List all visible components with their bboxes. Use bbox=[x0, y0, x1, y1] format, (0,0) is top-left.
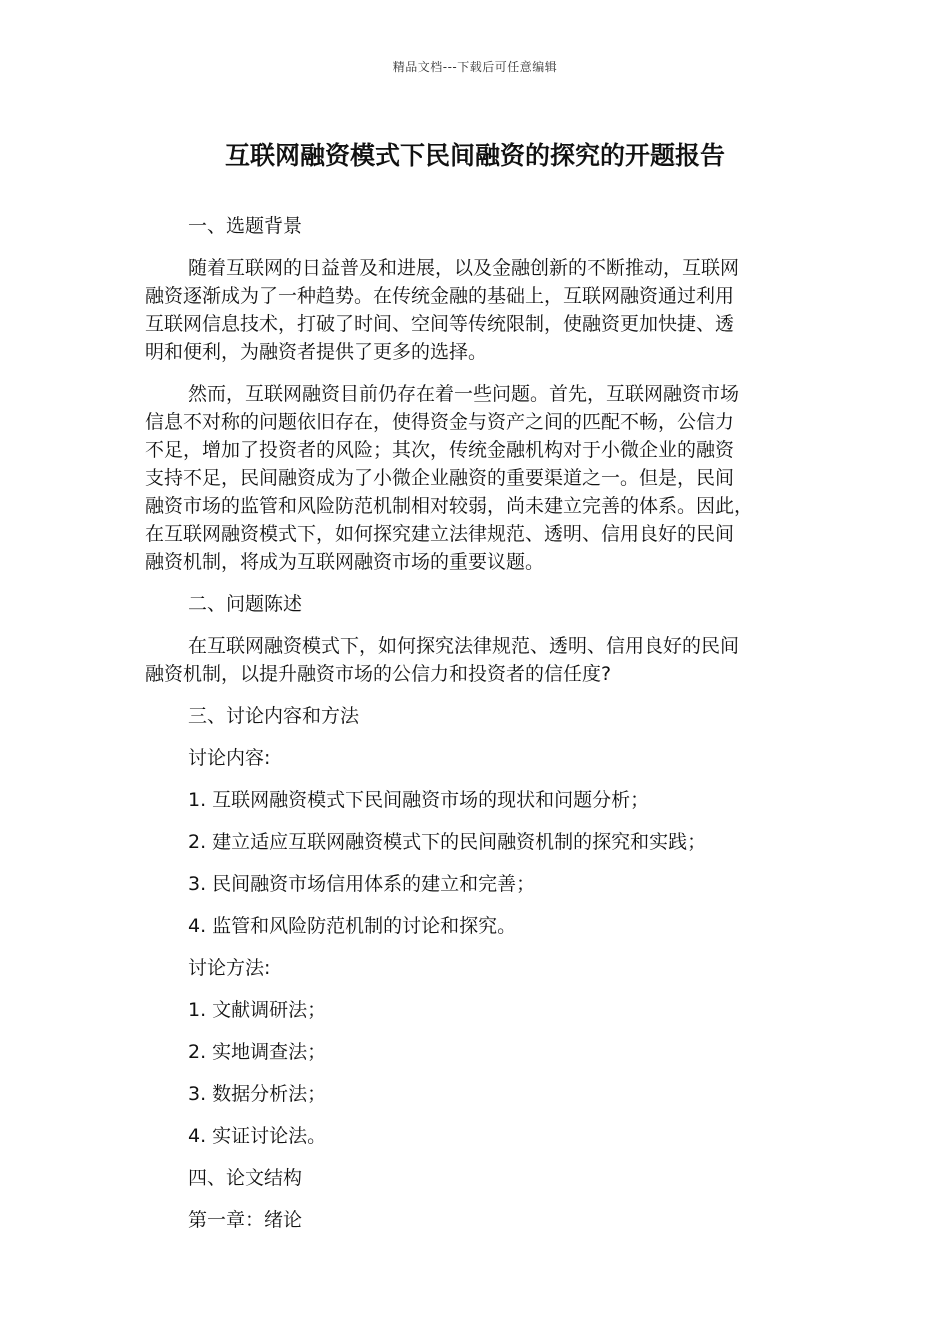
background-paragraph-1 bbox=[145, 254, 797, 366]
list-item: 1. 互联网融资模式下民间融资市场的现状和问题分析； bbox=[188, 789, 650, 811]
paragraph-line: 融资机制，将成为互联网融资市场的重要议题。 bbox=[145, 551, 545, 573]
paragraph-line: 随着互联网的日益普及和进展，以及金融创新的不断推动，互联网 bbox=[188, 257, 740, 279]
list-item: 4. 监管和风险防范机制的讨论和探究。 bbox=[188, 915, 517, 937]
header-note: 精品文档---下载后可任意编辑 bbox=[392, 60, 558, 74]
section-heading-structure: 四、论文结构 bbox=[188, 1167, 303, 1189]
paragraph-line: 然而，互联网融资目前仍存在着一些问题。首先，互联网融资市场 bbox=[188, 383, 740, 405]
list-item: 3. 数据分析法； bbox=[188, 1083, 327, 1105]
list-item: 3. 民间融资市场信用体系的建立和完善； bbox=[188, 873, 536, 895]
list-item: 2. 实地调查法； bbox=[188, 1041, 327, 1063]
paragraph-line: 在互联网融资模式下，如何探究建立法律规范、透明、信用良好的民间 bbox=[145, 523, 735, 545]
paragraph-line: 明和便利，为融资者提供了更多的选择。 bbox=[145, 341, 488, 363]
list-item: 4. 实证讨论法。 bbox=[188, 1125, 327, 1147]
document-title: 互联网融资模式下民间融资的探究的开题报告 bbox=[224, 141, 725, 170]
paragraph-line: 融资市场的监管和风险防范机制相对较弱，尚未建立完善的体系。因此， bbox=[145, 495, 754, 517]
paragraph-line: 信息不对称的问题依旧存在，使得资金与资产之间的匹配不畅，公信力 bbox=[145, 411, 735, 433]
paragraph-line: 在互联网融资模式下，如何探究法律规范、透明、信用良好的民间 bbox=[188, 635, 740, 657]
paragraph-line: 不足，增加了投资者的风险；其次，传统金融机构对于小微企业的融资 bbox=[145, 439, 735, 461]
document-body bbox=[145, 212, 797, 1248]
paragraph-line: 融资机制，以提升融资市场的公信力和投资者的信任度? bbox=[145, 663, 612, 685]
section-heading-research: 三、讨论内容和方法 bbox=[188, 705, 360, 727]
list-item: 2. 建立适应互联网融资模式下的民间融资机制的探究和实践； bbox=[188, 831, 707, 853]
background-paragraph-2 bbox=[145, 380, 797, 576]
section-heading-problem: 二、问题陈述 bbox=[188, 593, 303, 615]
section-heading-background: 一、选题背景 bbox=[188, 215, 303, 237]
paragraph-line: 支持不足，民间融资成为了小微企业融资的重要渠道之一。但是，民间 bbox=[145, 467, 735, 489]
list-item: 1. 文献调研法； bbox=[188, 999, 327, 1021]
paragraph-line: 融资逐渐成为了一种趋势。在传统金融的基础上，互联网融资通过利用 bbox=[145, 285, 735, 307]
problem-paragraph bbox=[145, 632, 797, 688]
research-method-label: 讨论方法: bbox=[188, 957, 271, 979]
paragraph-line: 互联网信息技术，打破了时间、空间等传统限制，使融资更加快捷、透 bbox=[145, 313, 735, 335]
chapter-item: 第一章：绪论 bbox=[188, 1209, 303, 1231]
research-content-label: 讨论内容: bbox=[188, 747, 271, 769]
